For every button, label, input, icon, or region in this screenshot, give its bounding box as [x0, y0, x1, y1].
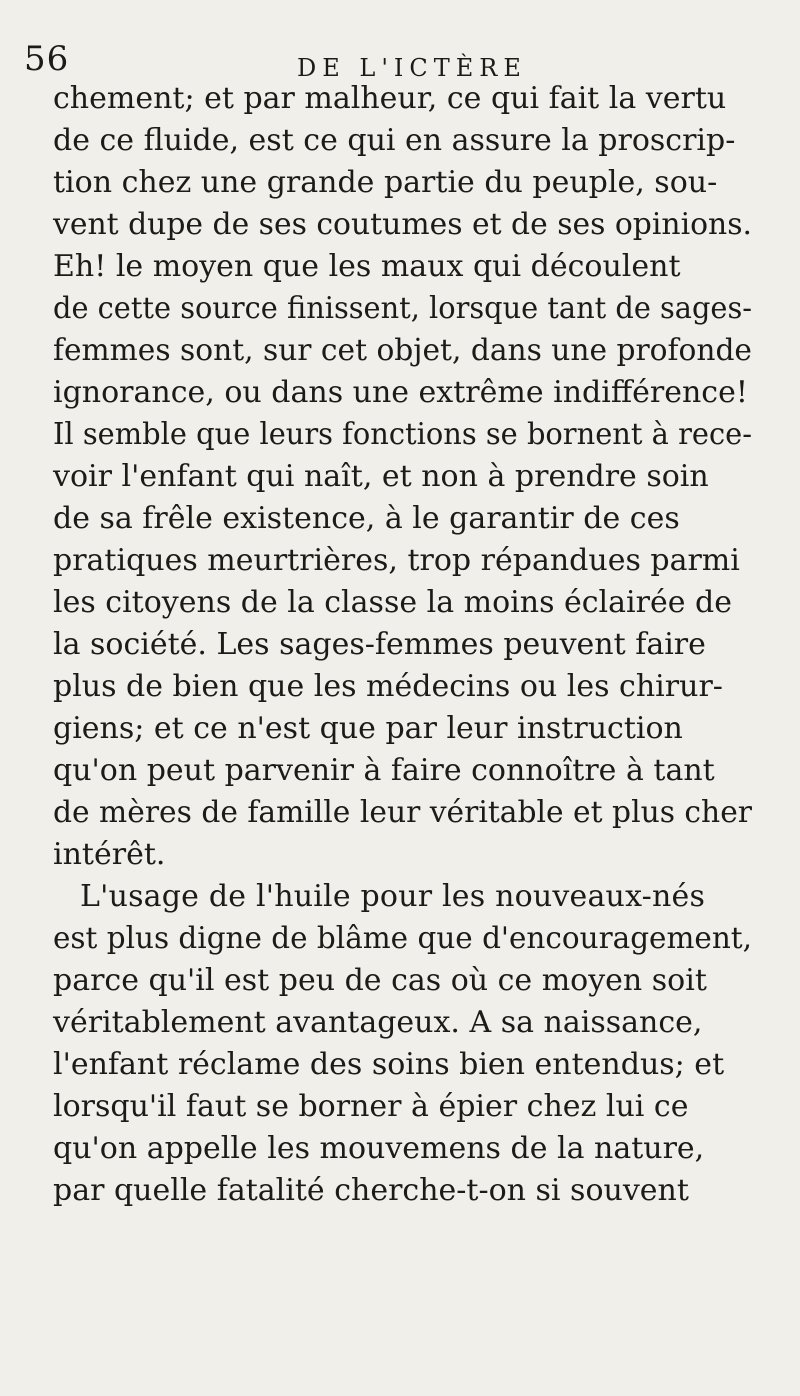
- text-line: les citoyens de la classe la moins éclairée de: [53, 585, 732, 620]
- text-line: lorsqu'il faut se borner à épier chez lui ce: [53, 1089, 689, 1124]
- text-line: pratiques meurtrières, trop répandues parmi: [53, 543, 740, 578]
- page-number: 56: [24, 39, 70, 79]
- text-line: qu'on appelle les mouvemens de la nature,: [53, 1131, 705, 1166]
- text-line: voir l'enfant qui naît, et non à prendre soin: [53, 459, 709, 494]
- text-line: giens; et ce n'est que par leur instruction: [53, 711, 683, 746]
- text-line: de mères de famille leur véritable et plus cher: [53, 795, 752, 830]
- text-line: chement; et par malheur, ce qui fait la vertu: [53, 81, 727, 116]
- text-line: parce qu'il est peu de cas où ce moyen soit: [53, 963, 707, 998]
- text-line: ignorance, ou dans une extrême indifférence!: [53, 375, 748, 410]
- text-line: l'enfant réclame des soins bien entendus; et: [53, 1047, 725, 1082]
- text-line: plus de bien que les médecins ou les chirur-: [53, 669, 723, 704]
- running-head: DE L'ICTÈRE: [297, 54, 527, 82]
- text-line: de cette source finissent, lorsque tant de sages-: [53, 291, 752, 326]
- text-line: de sa frêle existence, à le garantir de ces: [53, 501, 680, 536]
- text-line: Il semble que leurs fonctions se bornent à rece-: [53, 417, 752, 452]
- text-line: par quelle fatalité cherche-t-on si souvent: [53, 1173, 689, 1208]
- text-line: L'usage de l'huile pour les nouveaux-nés: [80, 879, 706, 914]
- text-line: de ce fluide, est ce qui en assure la proscrip-: [53, 123, 736, 158]
- text-line: vent dupe de ses coutumes et de ses opinions.: [53, 207, 752, 242]
- text-line: est plus digne de blâme que d'encouragement,: [53, 921, 752, 956]
- text-line: intérêt.: [53, 837, 166, 872]
- text-line: femmes sont, sur cet objet, dans une profonde: [53, 333, 752, 368]
- text-line: véritablement avantageux. A sa naissance,: [53, 1005, 703, 1040]
- text-line: tion chez une grande partie du peuple, sou-: [53, 165, 718, 200]
- text-line: qu'on peut parvenir à faire connoître à tant: [53, 753, 715, 788]
- text-line: Eh! le moyen que les maux qui découlent: [53, 249, 681, 284]
- text-line: la société. Les sages-femmes peuvent faire: [53, 627, 706, 662]
